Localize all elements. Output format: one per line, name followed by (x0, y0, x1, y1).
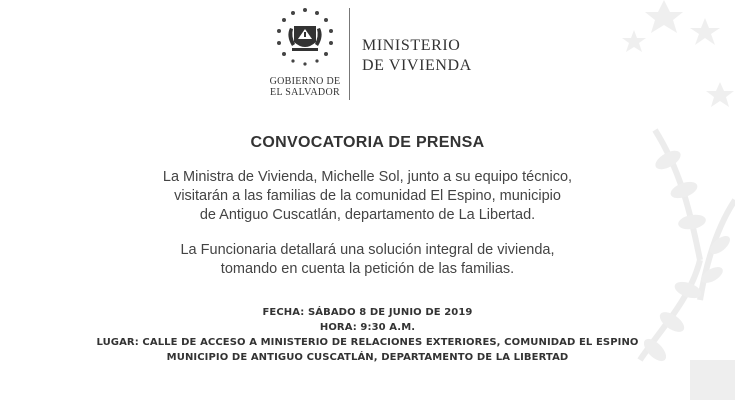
header (0, 0, 735, 110)
gov-line-1: GOBIERNO DE (269, 76, 341, 87)
event-location-line-2: MUNICIPIO DE ANTIGUO CUSCATLÁN, DEPARTAMENTO DE LA LIBERTAD (166, 352, 569, 363)
page-title: CONVOCATORIA DE PRENSA (250, 134, 485, 151)
government-label (246, 76, 364, 98)
detail-paragraph (100, 241, 635, 279)
event-date: FECHA: SÁBADO 8 DE JUNIO DE 2019 (262, 307, 473, 318)
intro-line-3: de Antiguo Cuscatlán, departamento de La Libertad. (199, 207, 536, 223)
detail-line-2: tomando en cuenta la petición de las familias. (220, 261, 515, 277)
intro-paragraph (100, 168, 635, 225)
intro-line-1: La Ministra de Vivienda, Michelle Sol, junto a su equipo técnico, (162, 169, 573, 185)
detail-line-1: La Funcionaria detallará una solución integral de vivienda, (180, 242, 555, 258)
header-divider (349, 8, 350, 100)
ministry-line-2: DE VIVIENDA (362, 57, 472, 74)
coat-of-arms-el-salvador-icon (268, 6, 342, 72)
ministry-line-1: MINISTERIO (362, 37, 461, 54)
ministry-label (362, 36, 472, 76)
intro-line-2: visitarán a las familias de la comunidad El Espino, municipio (174, 188, 561, 204)
gov-line-2: EL SALVADOR (270, 87, 340, 98)
event-time: HORA: 9:30 A.M. (319, 322, 416, 333)
event-location-line-1: LUGAR: CALLE DE ACCESO A MINISTERIO DE RELACIONES EXTERIORES, COMUNIDAD EL ESPINO (96, 337, 639, 348)
event-details (80, 305, 655, 365)
